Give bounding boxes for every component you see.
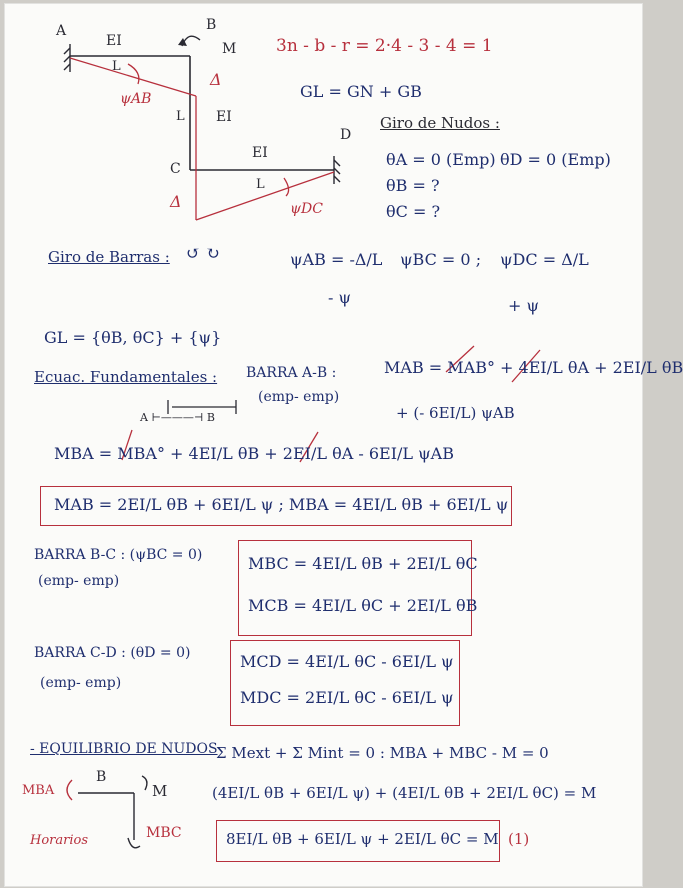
moment-label: M xyxy=(222,41,237,57)
psi-ab-equation: ψAB = -Δ/L xyxy=(290,250,383,269)
theta-b: θB = ? xyxy=(386,176,440,195)
mcd-equation: MCD = 4EI/L θC - 6EI/L ψ xyxy=(240,652,454,671)
equilibrio-title: - EQUILIBRIO DE NUDOS xyxy=(30,741,218,757)
final-equation: 8EI/L θB + 6EI/L ψ + 2EI/L θC = M xyxy=(226,830,499,848)
delta-b-label: Δ xyxy=(210,70,222,89)
fixed-support-a xyxy=(64,44,70,72)
degree-equation: 3n - b - r = 2·4 - 3 - 4 = 1 xyxy=(276,36,493,56)
fbd-mbc-label: MBC xyxy=(146,825,182,841)
mcb-equation: MCB = 4EI/L θC + 2EI/L θB xyxy=(248,596,478,615)
giro-nudos-title: Giro de Nudos : xyxy=(380,114,500,132)
ei-bc-label: EI xyxy=(216,109,232,125)
psi-dc-equation: ψDC = Δ/L xyxy=(500,250,589,269)
mdc-equation: MDC = 2EI/L θC - 6EI/L ψ xyxy=(240,688,454,707)
equation-number: (1) xyxy=(508,830,530,848)
fbd-horarios-label: Horarios xyxy=(30,833,88,848)
delta-c-label: Δ xyxy=(170,192,182,211)
fbd-mba-label: MBA xyxy=(22,783,55,798)
emp-emp-ab: (emp- emp) xyxy=(258,389,340,405)
minus-psi: - ψ xyxy=(328,288,352,307)
node-b-label: B xyxy=(206,17,217,33)
l-bc-label: L xyxy=(176,109,185,124)
theta-a: θA = 0 (Emp) xyxy=(386,150,496,169)
plus-psi: + ψ xyxy=(508,296,540,315)
giro-barras-title: Giro de Barras : xyxy=(48,248,170,266)
equilibrio-equation: Σ Mext + Σ Mint = 0 : MBA + MBC - M = 0 xyxy=(216,744,549,762)
l-cd-label: L xyxy=(256,177,265,192)
deformed-shape xyxy=(70,58,334,220)
fbd-m-label: M xyxy=(152,782,168,800)
node-c-label: C xyxy=(170,161,181,177)
ei-cd-label: EI xyxy=(252,145,268,161)
gl-set: GL = {θB, θC} + {ψ} xyxy=(44,328,222,347)
rotation-symbols-icon: ↺ ↻ xyxy=(186,244,220,264)
psi-bc-equation: ψBC = 0 ; xyxy=(400,250,482,269)
psi-dc-label: ψDC xyxy=(290,201,323,217)
barra-ab-label: BARRA A-B : xyxy=(246,365,337,381)
theta-d: θD = 0 (Emp) xyxy=(500,150,611,169)
emp-emp-bc: (emp- emp) xyxy=(38,573,120,589)
ei-ab-label: EI xyxy=(106,33,122,49)
psi-ab-label: ψAB xyxy=(120,91,152,107)
gl-equation: GL = GN + GB xyxy=(300,82,422,101)
node-a-label: A xyxy=(56,23,67,39)
sum-line: (4EI/L θB + 6EI/L ψ) + (4EI/L θB + 2EI/L θC) = M xyxy=(212,784,597,802)
theta-c: θC = ? xyxy=(386,202,441,221)
mab-general: MAB = MAB° + 4EI/L θA + 2EI/L θB xyxy=(384,358,683,377)
fixed-support-d xyxy=(334,156,340,184)
barra-cd-label: BARRA C-D : (θD = 0) xyxy=(34,645,191,661)
fbd-b-label: B xyxy=(96,769,107,785)
emp-emp-cd: (emp- emp) xyxy=(40,675,122,691)
mab-second-line: + (- 6EI/L) ψAB xyxy=(396,404,515,422)
barra-bc-label: BARRA B-C : (ψBC = 0) xyxy=(34,547,203,563)
ecuac-title: Ecuac. Fundamentales : xyxy=(34,368,218,386)
bar-ab-sketch-label: A ⊢———⊣ B xyxy=(140,411,215,424)
l-ab-label: L xyxy=(112,59,121,74)
mba-general: MBA = MBA° + 4EI/L θB + 2EI/L θA - 6EI/L ψAB xyxy=(54,444,454,463)
mab-mba-result: MAB = 2EI/L θB + 6EI/L ψ ; MBA = 4EI/L θB + 6EI/L ψ xyxy=(54,495,509,514)
mbc-equation: MBC = 4EI/L θB + 2EI/L θC xyxy=(248,554,478,573)
node-d-label: D xyxy=(340,127,352,143)
